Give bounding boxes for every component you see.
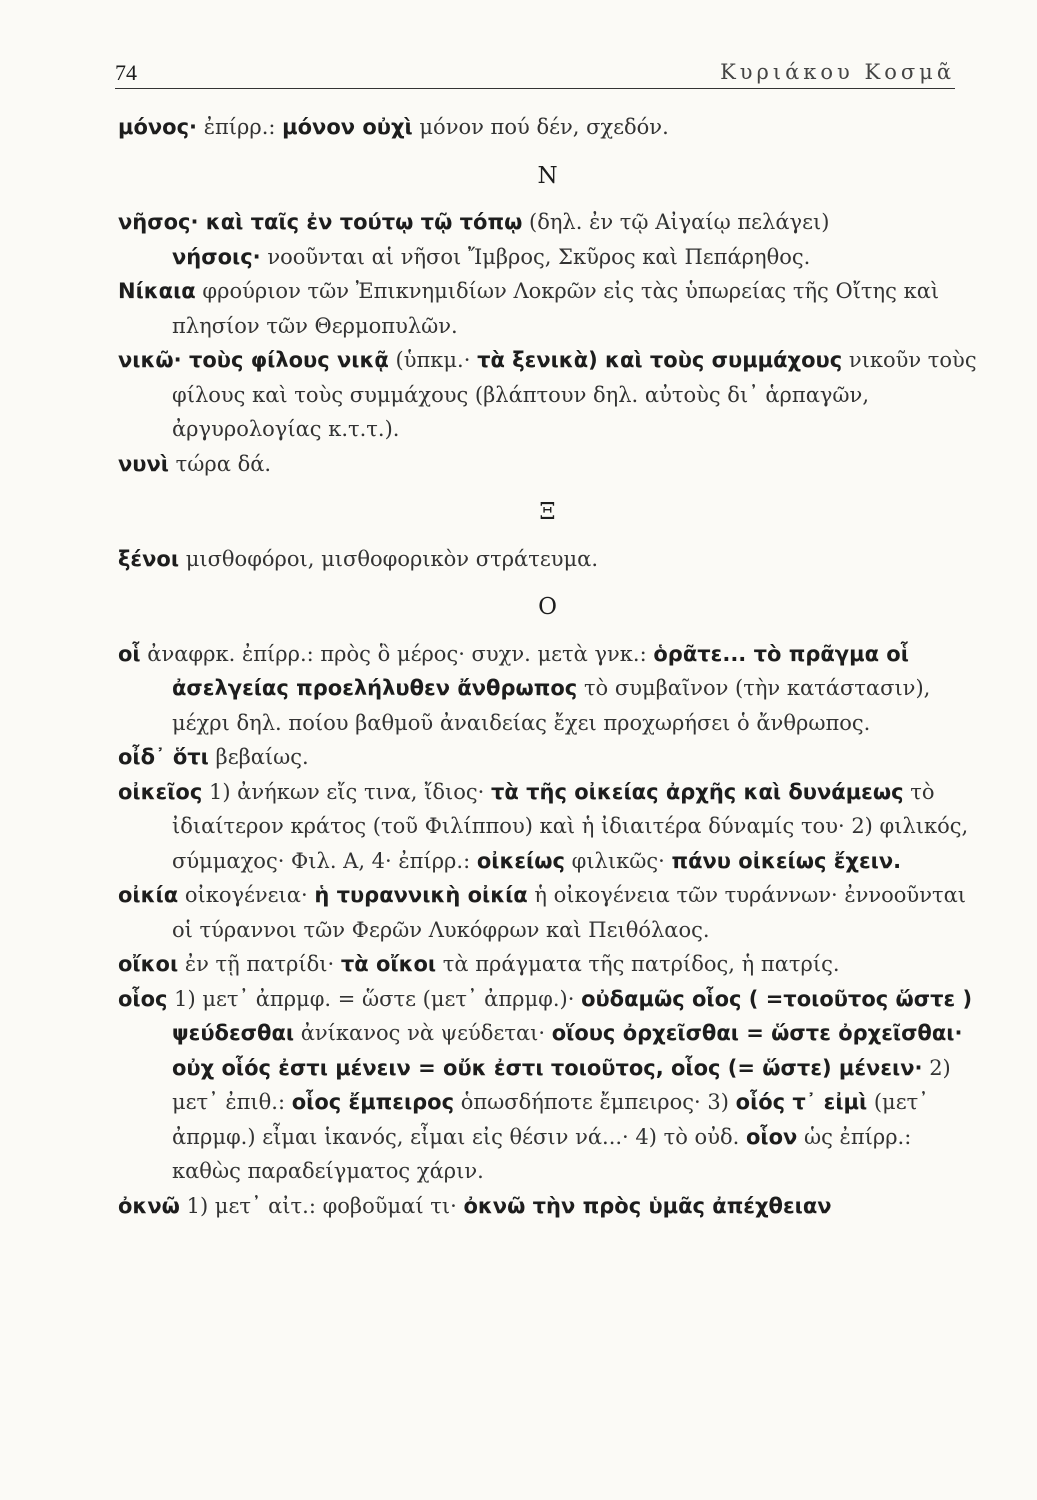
entry-okno: ὀκνῶ 1) μετ᾽ αἰτ.: φοβοῦμαί τι· ὀκνῶ τὴν πρὸς ὑμᾶς ἀπέχθειαν xyxy=(118,1193,832,1218)
headword: νικῶ· xyxy=(118,348,182,372)
headword: μόνος· xyxy=(118,115,198,139)
glossary-content xyxy=(118,110,977,1223)
entry-niko: νικῶ· τοὺς φίλους νικᾷ (ὑπκμ.· τὰ ξενικὰ) καὶ τοὺς συμμάχους νικοῦν τοὺς φίλους καὶ τοὺς συμμάχους (βλάπτουν δηλ. αὐτοὺς δι᾽ ἁρπαγῶν, ἀργυρολογίας κ.τ.τ.). xyxy=(118,348,977,441)
entry-oikeios: οἰκεῖος 1) ἀνήκων εἴς τινα, ἴδιος· τὰ τῆς οἰκείας ἀρχῆς καὶ δυνάμεως τὸ ἰδιαίτερον κράτος (τοῦ Φιλίππου) καὶ ἡ ἰδιαιτέρα δύναμίς του· 2) φιλικός, σύμμαχος· Φιλ. Α, 4· ἐπίρρ.: οἰκείως φιλικῶς· πάνυ οἰκείως ἔχειν. xyxy=(118,779,969,873)
entry-oid: οἶδ᾽ ὅτι βεβαίως. xyxy=(118,745,309,769)
headword: ξένοι xyxy=(118,546,180,571)
entry-oikoi: οἴκοι ἐν τῇ πατρίδι· τὰ οἴκοι τὰ πράγματα τῆς πατρίδος, ἡ πατρίς. xyxy=(118,952,840,976)
headword: νήσοις· xyxy=(172,244,261,269)
page-header xyxy=(115,48,955,89)
entry-oios: οἷος 1) μετ᾽ ἀπρμφ. = ὥστε (μετ᾽ ἀπρμφ.)· οὐδαμῶς οἷος ( =τοιοῦτος ὥστε ) ψεύδεσθαι ἀνίκανος νὰ ψεύδεται· οἵους ὀρχεῖσθαι = ὥστε ὀρχεῖσθαι· οὐχ οἷός ἐστι μένειν = οὔκ ἐστι τοιοῦτος, οἷος (= ὥστε) μένειν· 2) μετ᾽ ἐπιθ.: οἷος ἔμπειρος ὁπωσδήποτε ἔμπειρος· 3) οἷός τ᾽ εἰμὶ (μετ᾽ ἀπρμφ.) εἶμαι ἱκανός, εἶμαι εἰς θέσιν νά...· 4) τὸ οὐδ. οἷον ὡς ἐπίρρ.: καθὼς παραδείγματος χάριν. xyxy=(118,986,973,1183)
headword: οἰκία xyxy=(118,883,179,907)
headword: οἰκεῖος xyxy=(118,779,203,804)
running-head: Κυριάκου Κοσμᾶ xyxy=(720,60,955,84)
section-letter-x: Ξ xyxy=(539,499,556,525)
headword: οἷ xyxy=(118,641,141,666)
headword: ὀκνῶ xyxy=(118,1193,180,1218)
headword: οἷος xyxy=(118,986,168,1011)
headword: νῆσος· καὶ ταῖς ἐν τούτῳ τῷ τόπῳ xyxy=(118,210,523,234)
entry-monos: μόνος· ἐπίρρ.: μόνον οὐχὶ μόνον πού δέν, σχεδόν. xyxy=(118,115,669,139)
headword: οἴκοι xyxy=(118,952,179,976)
page-number: 74 xyxy=(115,60,137,85)
entry-nuni: νυνὶ τώρα δά. xyxy=(118,451,272,476)
entry-oikia: οἰκία οἰκογένεια· ἡ τυραννικὴ οἰκία ἡ οἰκογένεια τῶν τυράννων· ἐννοοῦνται οἱ τύραννοι τῶν Φερῶν Λυκόφρων καὶ Πειθόλαος. xyxy=(118,883,966,942)
entry-xenoi: ξένοι μισθοφόροι, μισθοφορικὸν στράτευμα. xyxy=(118,546,599,571)
headword: Νίκαια xyxy=(118,279,196,303)
section-letter-o: Ο xyxy=(538,594,557,620)
entry-hoi: οἷ ἀναφρκ. ἐπίρρ.: πρὸς ὃ μέρος· συχν. μετὰ γνκ.: ὁρᾶτε... τὸ πρᾶγμα οἷ ἀσελγείας προελήλυθεν ἄνθρωπος τὸ συμβαῖνον (τὴν κατάστασιν), μέχρι δηλ. ποίου βαθμοῦ ἀναιδείας ἔχει προχωρήσει ὁ ἄνθρωπος. xyxy=(118,641,931,735)
entry-nikaia: Νίκαια φρούριον τῶν Ἐπικνημιδίων Λοκρῶν εἰς τὰς ὑπωρείας τῆς Οἴτης καὶ πλησίον τῶν Θερμοπυλῶν. xyxy=(118,279,940,338)
entry-nesos: νῆσος· καὶ ταῖς ἐν τούτῳ τῷ τόπῳ (δηλ. ἐν τῷ Αἰγαίῳ πελάγει) xyxy=(118,210,830,234)
headword: οἶδ᾽ ὅτι xyxy=(118,745,209,769)
section-letter-n: Ν xyxy=(537,162,558,189)
entry-nesois: νήσοις· νοοῦνται αἱ νῆσοι Ἴμβρος, Σκῦρος καὶ Πεπάρηθος. xyxy=(172,244,811,269)
headword: νυνὶ xyxy=(118,451,169,476)
